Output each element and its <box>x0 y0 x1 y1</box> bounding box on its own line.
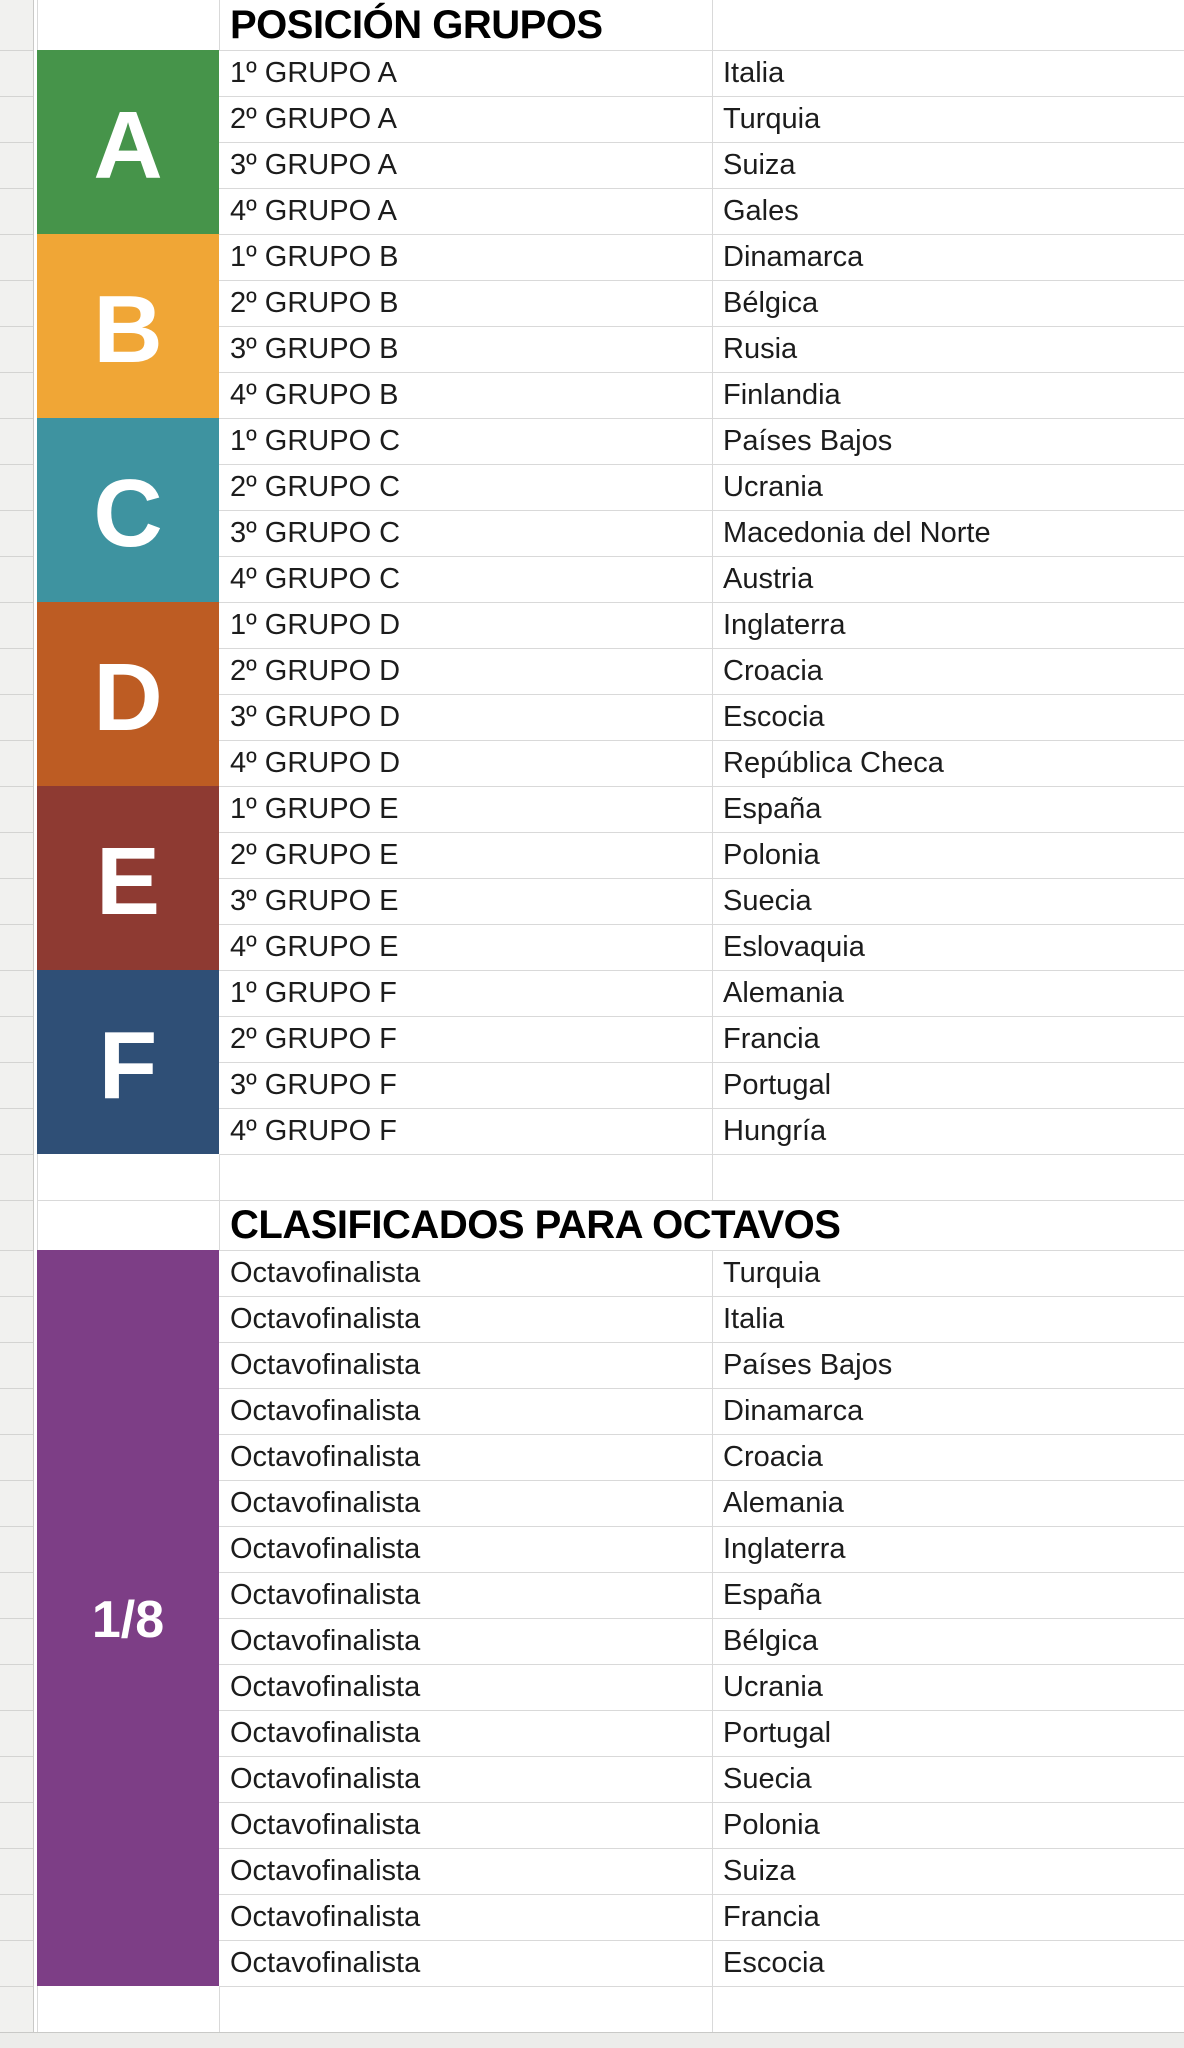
row-strip-gridline <box>0 1108 33 1109</box>
group-d-letter: D <box>93 644 163 751</box>
row-strip-gridline <box>0 418 33 419</box>
row-strip-gridline <box>0 326 33 327</box>
octavofinalista-cell[interactable]: Octavofinalista <box>230 1854 421 1887</box>
row-strip-gridline <box>0 1710 33 1711</box>
country-cell[interactable]: España <box>723 792 822 825</box>
row-strip-gridline <box>0 1296 33 1297</box>
octavofinalista-cell[interactable]: Octavofinalista <box>230 1900 421 1933</box>
position-cell[interactable]: 3º GRUPO B <box>230 332 399 365</box>
row-strip-gridline <box>0 1016 33 1017</box>
octavofinalista-cell[interactable]: Octavofinalista <box>230 1394 421 1427</box>
country-cell[interactable]: Inglaterra <box>723 608 846 641</box>
group-b-block[interactable] <box>37 234 219 418</box>
octavofinalista-cell[interactable]: Octavofinalista <box>230 1578 421 1611</box>
group-a-letter: A <box>93 92 163 199</box>
row-strip-gridline <box>0 1756 33 1757</box>
row-strip-gridline <box>0 1434 33 1435</box>
bottom-partial-row <box>0 2032 1184 2048</box>
octavos-section-title[interactable]: CLASIFICADOS PARA OCTAVOS <box>230 1202 841 1247</box>
country-cell[interactable]: Austria <box>723 562 814 595</box>
country-cell[interactable]: Francia <box>723 1022 820 1055</box>
country-cell[interactable]: Ucrania <box>723 470 823 503</box>
country-cell[interactable]: Eslovaquia <box>723 930 865 963</box>
position-cell[interactable]: 3º GRUPO F <box>230 1068 397 1101</box>
position-cell[interactable]: 2º GRUPO C <box>230 470 401 503</box>
row-gridline <box>219 1154 1184 1155</box>
row-strip-gridline <box>0 1848 33 1849</box>
country-cell[interactable]: Polonia <box>723 838 820 871</box>
column-gridline <box>219 1986 220 2032</box>
row-strip-gridline <box>0 142 33 143</box>
row-strip-gridline <box>0 832 33 833</box>
row-strip-gridline <box>0 372 33 373</box>
group-e-block[interactable] <box>37 786 219 970</box>
country-cell[interactable]: República Checa <box>723 746 944 779</box>
position-cell[interactable]: 4º GRUPO D <box>230 746 401 779</box>
row-strip-gridline <box>0 280 33 281</box>
row-strip-gridline <box>0 1342 33 1343</box>
country-cell[interactable]: Macedonia del Norte <box>723 516 991 549</box>
octavofinalista-cell[interactable]: Octavofinalista <box>230 1256 421 1289</box>
row-strip-gridline <box>0 96 33 97</box>
column-gridline <box>37 0 38 50</box>
position-cell[interactable]: 4º GRUPO F <box>230 1114 397 1147</box>
row-strip-gridline <box>0 1480 33 1481</box>
country-cell[interactable]: Inglaterra <box>723 1532 846 1565</box>
row-strip-gridline <box>0 1154 33 1155</box>
country-cell[interactable]: Dinamarca <box>723 1394 864 1427</box>
octavos-block[interactable] <box>37 1250 219 1986</box>
row-strip-gridline <box>0 1986 33 1987</box>
country-cell[interactable]: Escocia <box>723 700 825 733</box>
octavofinalista-cell[interactable]: Octavofinalista <box>230 1440 421 1473</box>
row-gridline <box>219 1986 1184 1987</box>
country-cell[interactable]: Croacia <box>723 1440 823 1473</box>
octavofinalista-cell[interactable]: Octavofinalista <box>230 1808 421 1841</box>
country-cell[interactable]: Países Bajos <box>723 424 893 457</box>
country-cell[interactable]: Portugal <box>723 1716 832 1749</box>
country-cell[interactable]: Alemania <box>723 976 844 1009</box>
country-cell[interactable]: Hungría <box>723 1114 827 1147</box>
position-cell[interactable]: 2º GRUPO A <box>230 102 397 135</box>
group-d-block[interactable] <box>37 602 219 786</box>
octavofinalista-cell[interactable]: Octavofinalista <box>230 1716 421 1749</box>
position-cell[interactable]: 2º GRUPO B <box>230 286 399 319</box>
row-strip-gridline <box>0 602 33 603</box>
row-strip-gridline <box>0 1062 33 1063</box>
country-cell[interactable]: Polonia <box>723 1808 820 1841</box>
group-e-letter: E <box>95 828 161 935</box>
row-strip-gridline <box>0 694 33 695</box>
country-cell[interactable]: Portugal <box>723 1068 832 1101</box>
country-cell[interactable]: Italia <box>723 56 785 89</box>
position-cell[interactable]: 1º GRUPO F <box>230 976 397 1009</box>
row-strip-gridline <box>0 556 33 557</box>
groups-section-title[interactable]: POSICIÓN GRUPOS <box>230 2 603 47</box>
group-b-letter: B <box>93 276 163 383</box>
octavofinalista-cell[interactable]: Octavofinalista <box>230 1624 421 1657</box>
position-cell[interactable]: 3º GRUPO E <box>230 884 399 917</box>
octavofinalista-cell[interactable]: Octavofinalista <box>230 1486 421 1519</box>
row-strip-gridline <box>0 970 33 971</box>
country-cell[interactable]: Dinamarca <box>723 240 864 273</box>
position-cell[interactable]: 3º GRUPO D <box>230 700 401 733</box>
row-strip-gridline <box>0 740 33 741</box>
octavofinalista-cell[interactable]: Octavofinalista <box>230 1762 421 1795</box>
octavos-fraction-label: 1/8 <box>91 1591 165 1649</box>
country-cell[interactable]: Suecia <box>723 1762 812 1795</box>
row-strip-gridline <box>0 648 33 649</box>
group-a-block[interactable] <box>37 50 219 234</box>
position-cell[interactable]: 2º GRUPO E <box>230 838 399 871</box>
country-cell[interactable]: Turquia <box>723 102 821 135</box>
country-cell[interactable]: Finlandia <box>723 378 841 411</box>
position-cell[interactable]: 1º GRUPO C <box>230 424 401 457</box>
row-strip-gridline <box>0 878 33 879</box>
country-cell[interactable]: Rusia <box>723 332 798 365</box>
octavofinalista-cell[interactable]: Octavofinalista <box>230 1946 421 1979</box>
country-cell[interactable]: Países Bajos <box>723 1348 893 1381</box>
group-f-block[interactable] <box>37 970 219 1154</box>
group-f-letter: F <box>98 1012 158 1119</box>
country-cell[interactable]: Gales <box>723 194 799 227</box>
row-strip-gridline <box>0 510 33 511</box>
row-strip-gridline <box>0 1664 33 1665</box>
country-cell[interactable]: Suiza <box>723 148 796 181</box>
row-strip-gridline <box>0 464 33 465</box>
row-strip-gridline <box>0 786 33 787</box>
country-cell[interactable]: Italia <box>723 1302 785 1335</box>
country-cell[interactable]: Suecia <box>723 884 812 917</box>
country-cell[interactable]: Bélgica <box>723 286 819 319</box>
row-strip-gridline <box>0 1618 33 1619</box>
row-strip-gridline <box>0 1802 33 1803</box>
row-strip-gridline <box>0 1200 33 1201</box>
position-cell[interactable]: 1º GRUPO D <box>230 608 401 641</box>
row-strip-gridline <box>0 50 33 51</box>
octavofinalista-cell[interactable]: Octavofinalista <box>230 1302 421 1335</box>
country-cell[interactable]: Turquia <box>723 1256 821 1289</box>
octavofinalista-cell[interactable]: Octavofinalista <box>230 1670 421 1703</box>
column-gridline <box>37 1154 38 1250</box>
row-strip-gridline <box>0 1526 33 1527</box>
position-cell[interactable]: 1º GRUPO B <box>230 240 399 273</box>
position-cell[interactable]: 4º GRUPO E <box>230 930 399 963</box>
country-cell[interactable]: Croacia <box>723 654 823 687</box>
row-strip-gridline <box>0 1572 33 1573</box>
row-strip-gridline <box>0 1894 33 1895</box>
position-cell[interactable]: 3º GRUPO A <box>230 148 397 181</box>
country-cell[interactable]: Suiza <box>723 1854 796 1887</box>
octavofinalista-cell[interactable]: Octavofinalista <box>230 1348 421 1381</box>
row-strip-gridline <box>0 1250 33 1251</box>
position-cell[interactable]: 4º GRUPO B <box>230 378 399 411</box>
row-strip-gridline <box>0 924 33 925</box>
country-cell[interactable]: España <box>723 1578 822 1611</box>
position-cell[interactable]: 1º GRUPO E <box>230 792 399 825</box>
row-strip-gridline <box>0 234 33 235</box>
country-cell[interactable]: Francia <box>723 1900 820 1933</box>
country-cell[interactable]: Escocia <box>723 1946 825 1979</box>
group-c-block[interactable] <box>37 418 219 602</box>
row-header-strip <box>0 0 34 2048</box>
column-gridline <box>37 1986 38 2032</box>
position-cell[interactable]: 2º GRUPO D <box>230 654 401 687</box>
position-cell[interactable]: 2º GRUPO F <box>230 1022 397 1055</box>
country-cell[interactable]: Alemania <box>723 1486 844 1519</box>
position-cell[interactable]: 4º GRUPO A <box>230 194 397 227</box>
position-cell[interactable]: 4º GRUPO C <box>230 562 401 595</box>
country-cell[interactable]: Bélgica <box>723 1624 819 1657</box>
group-c-letter: C <box>93 460 163 567</box>
country-cell[interactable]: Ucrania <box>723 1670 823 1703</box>
octavofinalista-cell[interactable]: Octavofinalista <box>230 1532 421 1565</box>
position-cell[interactable]: 1º GRUPO A <box>230 56 397 89</box>
position-cell[interactable]: 3º GRUPO C <box>230 516 401 549</box>
row-strip-gridline <box>0 188 33 189</box>
row-strip-gridline <box>0 1388 33 1389</box>
row-strip-gridline <box>0 1940 33 1941</box>
